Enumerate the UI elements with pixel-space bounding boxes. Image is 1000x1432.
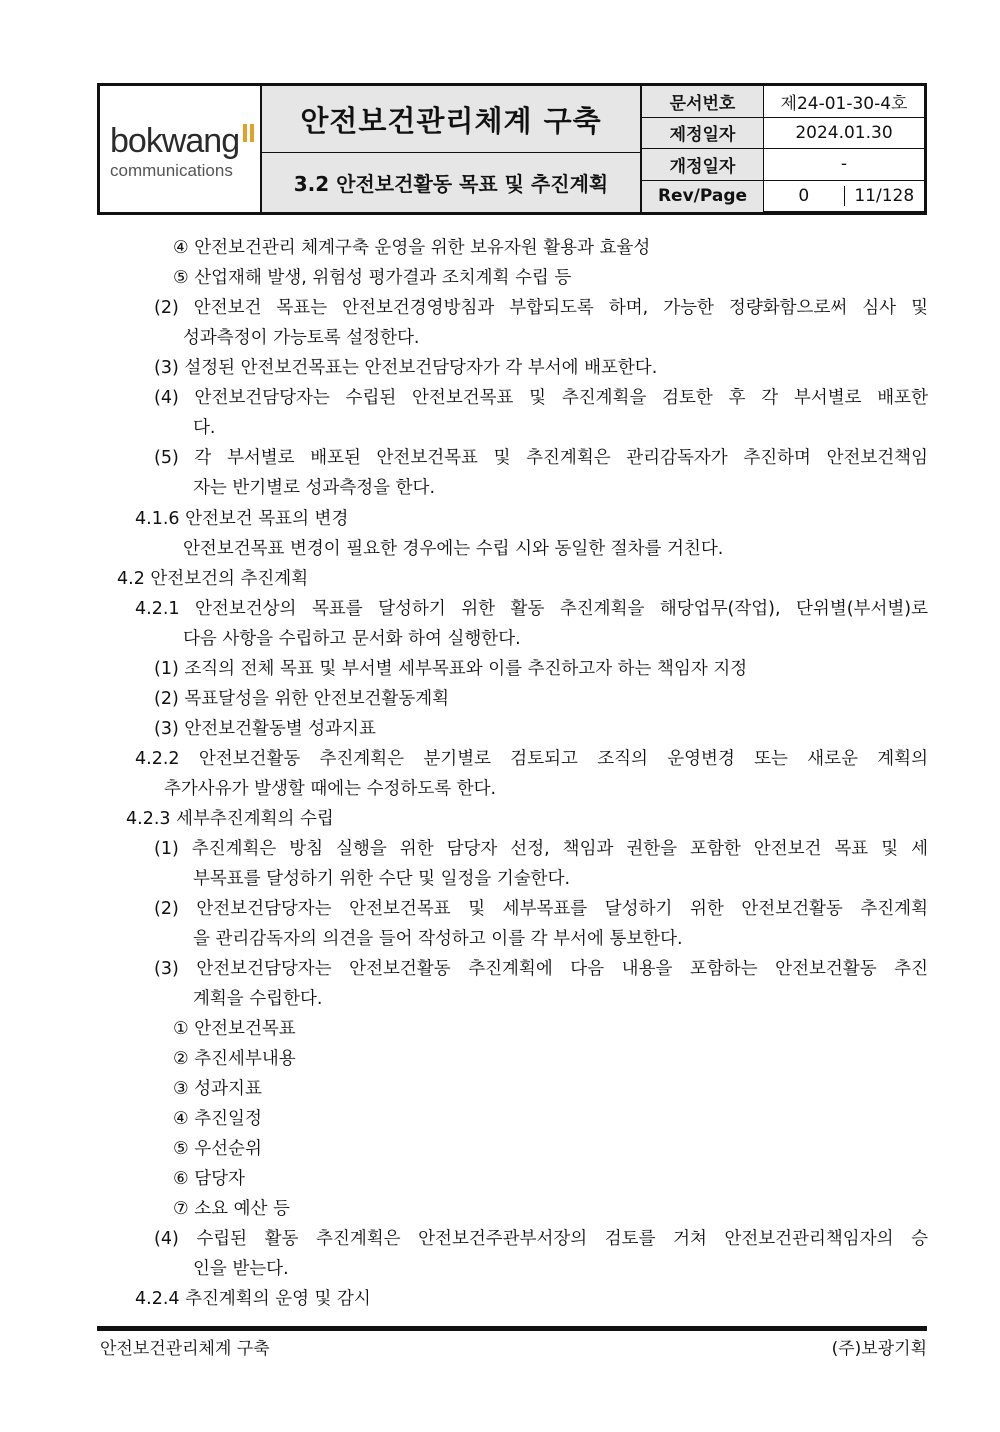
list-item: ⑦ 소요 예산 등 <box>173 1199 290 1219</box>
footer-company-name: (주)보광기획 <box>831 1339 927 1359</box>
list-item: ⑤ 우선순위 <box>173 1139 262 1159</box>
rev-page-values <box>764 181 924 213</box>
section-heading: 4.1.6 안전보건 목표의 변경 <box>135 509 349 529</box>
list-item: ① 안전보건목표 <box>173 1019 296 1039</box>
logo-accent-icon <box>243 124 255 144</box>
section-heading: 4.2 안전보건의 추진계획 <box>117 569 309 589</box>
page-number: 11/128 <box>844 186 925 206</box>
company-logo <box>100 86 262 212</box>
section-heading: 4.2.3 세부추진계획의 수립 <box>126 809 334 829</box>
body-line: ⑤ 산업재해 발생, 위험성 평가결과 조치계획 수립 등 <box>173 268 572 288</box>
body-line: (2) 목표달성을 위한 안전보건활동계획 <box>154 689 450 709</box>
list-item: ② 추진세부내용 <box>173 1049 296 1069</box>
document-header <box>97 83 927 215</box>
body-line: ④ 안전보건관리 체계구축 운영을 위한 보유자원 활용과 효율성 <box>173 238 651 258</box>
created-date-label: 제정일자 <box>642 118 764 150</box>
body-line: (3) 안전보건담당자는 안전보건활동 추진계획에 다음 내용을 포함하는 안전보건활동 추진 <box>154 959 928 979</box>
body-line: 성과측정이 가능토록 설정한다. <box>183 328 420 348</box>
footer-divider <box>97 1326 927 1331</box>
body-line: (5) 각 부서별로 배포된 안전보건목표 및 추진계획은 관리감독자가 추진하며 안전보건책임 <box>154 448 928 468</box>
body-line: (3) 설정된 안전보건목표는 안전보건담당자가 각 부서에 배포한다. <box>154 358 658 378</box>
body-line: (1) 조직의 전체 목표 및 부서별 세부목표와 이를 추진하고자 하는 책임자 지정 <box>154 659 748 679</box>
logo-subtitle: communications <box>110 161 233 180</box>
body-line: 인을 받는다. <box>193 1259 289 1279</box>
revised-date-value: - <box>764 149 924 181</box>
body-line: 을 관리감독자의 의견을 들어 작성하고 이를 각 부서에 통보한다. <box>193 929 683 949</box>
body-line: 자는 반기별로 성과측정을 한다. <box>193 478 436 498</box>
body-line: 추가사유가 발생할 때에는 수정하도록 한다. <box>164 779 497 799</box>
list-item: ④ 추진일정 <box>173 1109 262 1129</box>
body-line: (1) 추진계획은 방침 실행을 위한 담당자 선정, 책임과 권한을 포함한 안전보건 목표 및 세 <box>154 839 928 859</box>
body-line: 4.2.1 안전보건상의 목표를 달성하기 위한 활동 추진계획을 해당업무(작업), 단위별(부서별)로 <box>135 599 928 619</box>
doc-number-value: 제24-01-30-4호 <box>764 86 924 118</box>
doc-number-label: 문서번호 <box>642 86 764 118</box>
logo-wordmark: bokwang <box>110 122 240 160</box>
body-line: (4) 안전보건담당자는 수립된 안전보건목표 및 추진계획을 검토한 후 각 부서별로 배포한 <box>154 388 928 408</box>
body-line: (2) 안전보건담당자는 안전보건목표 및 세부목표를 달성하기 위한 안전보건활동 추진계획 <box>154 899 928 919</box>
body-line: 다음 사항을 수립하고 문서화 하여 실행한다. <box>183 629 521 649</box>
body-line: 다. <box>193 418 216 438</box>
body-line: 안전보건목표 변경이 필요한 경우에는 수립 시와 동일한 절차를 거친다. <box>183 539 724 559</box>
revision-number: 0 <box>798 185 810 206</box>
document-meta-table <box>642 86 924 212</box>
document-title: 안전보건관리체계 구축 <box>262 86 642 153</box>
body-line: 4.2.2 안전보건활동 추진계획은 분기별로 검토되고 조직의 운영변경 또는 새로운 계획의 <box>135 749 928 769</box>
body-line: (2) 안전보건 목표는 안전보건경영방침과 부합되도록 하며, 가능한 정량화함으로써 심사 및 <box>154 298 928 318</box>
body-line: 계획을 수립한다. <box>193 989 323 1009</box>
footer-document-name: 안전보건관리체계 구축 <box>100 1339 270 1359</box>
list-item: ⑥ 담당자 <box>173 1169 245 1189</box>
body-line: 부목표를 달성하기 위한 수단 및 일정을 기술한다. <box>193 869 571 889</box>
rev-page-label: Rev/Page <box>642 181 764 213</box>
section-heading: 4.2.4 추진계획의 운영 및 감시 <box>135 1289 371 1309</box>
body-line: (3) 안전보건활동별 성과지표 <box>154 719 376 739</box>
created-date-value: 2024.01.30 <box>764 118 924 150</box>
body-line: (4) 수립된 활동 추진계획은 안전보건주관부서장의 검토를 거쳐 안전보건관리책임자의 승 <box>154 1229 928 1249</box>
section-title: 3.2 안전보건활동 목표 및 추진계획 <box>262 153 642 212</box>
revised-date-label: 개정일자 <box>642 149 764 181</box>
list-item: ③ 성과지표 <box>173 1079 262 1099</box>
